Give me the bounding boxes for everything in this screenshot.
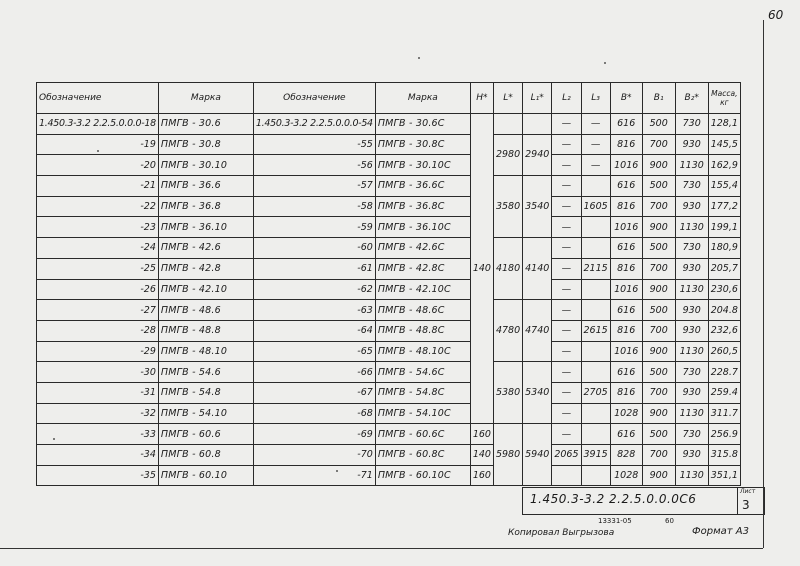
row-code-1: -32 bbox=[37, 403, 159, 424]
row-b1: 500 bbox=[642, 362, 675, 383]
row-mark-2: ПМГВ - 54.10С bbox=[375, 403, 470, 424]
row-mark-1: ПМГВ - 30.8 bbox=[158, 134, 253, 155]
row-mark-1: ПМГВ - 36.10 bbox=[158, 217, 253, 238]
row-b: 816 bbox=[610, 320, 642, 341]
row-l3: 2115 bbox=[581, 258, 610, 279]
row-mass: 351,1 bbox=[708, 465, 740, 486]
row-b: 616 bbox=[610, 424, 642, 445]
row-code-2: -66 bbox=[253, 362, 375, 383]
row-l3: — bbox=[581, 155, 610, 176]
l-cell-empty bbox=[493, 114, 522, 135]
row-l2: — bbox=[552, 403, 581, 424]
scan-speck bbox=[604, 62, 606, 64]
row-code-1: -26 bbox=[37, 279, 159, 300]
header-h: H* bbox=[470, 83, 493, 114]
inventory-stamp: 13331-05 bbox=[598, 517, 632, 525]
row-l2: — bbox=[552, 300, 581, 321]
h-cell: 160 bbox=[470, 465, 493, 486]
row-mark-2: ПМГВ - 60.8С bbox=[375, 445, 470, 466]
row-code-2: -61 bbox=[253, 258, 375, 279]
row-mark-1: ПМГВ - 54.10 bbox=[158, 403, 253, 424]
row-mark-2: ПМГВ - 42.8С bbox=[375, 258, 470, 279]
l1-cell: 5340 bbox=[523, 362, 552, 424]
row-b: 816 bbox=[610, 382, 642, 403]
row-code-2: -59 bbox=[253, 217, 375, 238]
header-l1: L₁* bbox=[523, 83, 552, 114]
row-mass: 256.9 bbox=[708, 424, 740, 445]
row-l3: 1605 bbox=[581, 196, 610, 217]
scan-speck bbox=[336, 470, 338, 472]
header-b: B* bbox=[610, 83, 642, 114]
scan-speck bbox=[97, 150, 99, 152]
row-mark-2: ПМГВ - 48.6С bbox=[375, 300, 470, 321]
row-code-1: -27 bbox=[37, 300, 159, 321]
row-mark-1: ПМГВ - 30.6 bbox=[158, 114, 253, 135]
row-b1: 900 bbox=[642, 279, 675, 300]
row-mass: 205,7 bbox=[708, 258, 740, 279]
table-row bbox=[37, 403, 741, 424]
row-l3 bbox=[581, 362, 610, 383]
row-b1: 700 bbox=[642, 258, 675, 279]
row-code-1: -24 bbox=[37, 238, 159, 259]
l1-cell: 4140 bbox=[523, 238, 552, 300]
l1-cell: 5940 bbox=[523, 424, 552, 486]
table-row bbox=[37, 155, 741, 176]
corner-page-number: 60 bbox=[768, 8, 784, 22]
row-code-2: -64 bbox=[253, 320, 375, 341]
row-mass: 260,5 bbox=[708, 341, 740, 362]
row-b: 1016 bbox=[610, 155, 642, 176]
row-code-2: -56 bbox=[253, 155, 375, 176]
row-b1: 700 bbox=[642, 320, 675, 341]
row-mass: 311.7 bbox=[708, 403, 740, 424]
row-mark-1: ПМГВ - 54.6 bbox=[158, 362, 253, 383]
row-l3 bbox=[581, 176, 610, 197]
row-b2: 930 bbox=[675, 320, 708, 341]
table-row bbox=[37, 465, 741, 486]
row-b: 816 bbox=[610, 196, 642, 217]
row-mass: 180,9 bbox=[708, 238, 740, 259]
row-mass: 177,2 bbox=[708, 196, 740, 217]
row-l3 bbox=[581, 279, 610, 300]
row-code-2: -60 bbox=[253, 238, 375, 259]
row-mark-2: ПМГВ - 60.10С bbox=[375, 465, 470, 486]
row-b1: 700 bbox=[642, 382, 675, 403]
row-mark-2: ПМГВ - 42.6С bbox=[375, 238, 470, 259]
l-cell: 5980 bbox=[493, 424, 522, 486]
row-code-2: -67 bbox=[253, 382, 375, 403]
row-l2: — bbox=[552, 196, 581, 217]
row-l2: — bbox=[552, 155, 581, 176]
row-mark-1: ПМГВ - 48.8 bbox=[158, 320, 253, 341]
row-mass: 230,6 bbox=[708, 279, 740, 300]
table-row bbox=[37, 424, 741, 445]
row-code-1: -19 bbox=[37, 134, 159, 155]
h-cell: 160 bbox=[470, 424, 493, 445]
row-b2: 1130 bbox=[675, 279, 708, 300]
header-l: L* bbox=[493, 83, 522, 114]
row-mass: 232,6 bbox=[708, 320, 740, 341]
row-b: 616 bbox=[610, 114, 642, 135]
row-l2: — bbox=[552, 279, 581, 300]
row-l2: — bbox=[552, 217, 581, 238]
row-l2: — bbox=[552, 238, 581, 259]
row-b1: 500 bbox=[642, 176, 675, 197]
row-l2 bbox=[552, 465, 581, 486]
row-b2: 730 bbox=[675, 114, 708, 135]
row-mass: 259.4 bbox=[708, 382, 740, 403]
row-mark-2: ПМГВ - 30.6С bbox=[375, 114, 470, 135]
row-b2: 730 bbox=[675, 362, 708, 383]
row-b: 616 bbox=[610, 300, 642, 321]
row-b1: 900 bbox=[642, 217, 675, 238]
row-b: 1028 bbox=[610, 465, 642, 486]
row-b1: 900 bbox=[642, 403, 675, 424]
row-code-1: -35 bbox=[37, 465, 159, 486]
l-cell: 3580 bbox=[493, 176, 522, 238]
row-l2: — bbox=[552, 382, 581, 403]
row-mass: 199,1 bbox=[708, 217, 740, 238]
row-code-1: -30 bbox=[37, 362, 159, 383]
row-mark-2: ПМГВ - 36.6С bbox=[375, 176, 470, 197]
row-b1: 900 bbox=[642, 155, 675, 176]
header-b2: B₂* bbox=[675, 83, 708, 114]
row-mark-2: ПМГВ - 54.6С bbox=[375, 362, 470, 383]
header-mark-2: Марка bbox=[375, 83, 470, 114]
row-code-1: -22 bbox=[37, 196, 159, 217]
row-b1: 700 bbox=[642, 196, 675, 217]
l-cell: 4180 bbox=[493, 238, 522, 300]
row-l3 bbox=[581, 403, 610, 424]
row-b2: 1130 bbox=[675, 155, 708, 176]
table-row bbox=[37, 362, 741, 383]
inventory-stamp-2: 60 bbox=[665, 517, 674, 525]
table-row bbox=[37, 445, 741, 466]
row-l2: — bbox=[552, 176, 581, 197]
row-b: 616 bbox=[610, 362, 642, 383]
row-mark-1: ПМГВ - 30.10 bbox=[158, 155, 253, 176]
row-b2: 730 bbox=[675, 238, 708, 259]
row-l3: 2705 bbox=[581, 382, 610, 403]
row-l2: 2065 bbox=[552, 445, 581, 466]
row-mark-1: ПМГВ - 42.10 bbox=[158, 279, 253, 300]
row-mark-2: ПМГВ - 36.8С bbox=[375, 196, 470, 217]
row-b2: 930 bbox=[675, 258, 708, 279]
row-code-1: -23 bbox=[37, 217, 159, 238]
row-code-2: -70 bbox=[253, 445, 375, 466]
row-l3: 2615 bbox=[581, 320, 610, 341]
header-l2: L₂ bbox=[552, 83, 581, 114]
header-b1: B₁ bbox=[642, 83, 675, 114]
right-frame-line bbox=[763, 20, 764, 548]
row-mass: 204.8 bbox=[708, 300, 740, 321]
row-mass: 162,9 bbox=[708, 155, 740, 176]
row-b: 816 bbox=[610, 134, 642, 155]
scan-speck bbox=[418, 57, 420, 59]
h-cell: 140 bbox=[470, 445, 493, 466]
row-mass: 128,1 bbox=[708, 114, 740, 135]
row-code-1: -34 bbox=[37, 445, 159, 466]
row-l3 bbox=[581, 465, 610, 486]
row-mark-1: ПМГВ - 48.10 bbox=[158, 341, 253, 362]
row-mark-1: ПМГВ - 48.6 bbox=[158, 300, 253, 321]
row-b: 616 bbox=[610, 176, 642, 197]
row-b2: 730 bbox=[675, 176, 708, 197]
row-mark-1: ПМГВ - 42.6 bbox=[158, 238, 253, 259]
row-code-2: -57 bbox=[253, 176, 375, 197]
bottom-frame-line bbox=[0, 548, 763, 549]
row-b1: 500 bbox=[642, 300, 675, 321]
row-l3 bbox=[581, 300, 610, 321]
row-l3: — bbox=[581, 134, 610, 155]
table-row bbox=[37, 320, 741, 341]
row-code-2: -63 bbox=[253, 300, 375, 321]
l-cell: 5380 bbox=[493, 362, 522, 424]
row-b2: 730 bbox=[675, 424, 708, 445]
document-code: 1.450.3-3.2 2.2.5.0.0.0С6 bbox=[530, 492, 697, 506]
table-header-row bbox=[37, 83, 741, 114]
row-l3: — bbox=[581, 114, 610, 135]
row-mark-1: ПМГВ - 60.10 bbox=[158, 465, 253, 486]
l1-cell-empty bbox=[523, 114, 552, 135]
row-mass: 155,4 bbox=[708, 176, 740, 197]
row-b: 1028 bbox=[610, 403, 642, 424]
specification-table bbox=[36, 82, 741, 486]
l1-cell: 3540 bbox=[523, 176, 552, 238]
row-mark-1: ПМГВ - 42.8 bbox=[158, 258, 253, 279]
row-mark-2: ПМГВ - 30.10С bbox=[375, 155, 470, 176]
row-l2: — bbox=[552, 424, 581, 445]
row-b2: 930 bbox=[675, 196, 708, 217]
l-cell: 4780 bbox=[493, 300, 522, 362]
row-l2: — bbox=[552, 258, 581, 279]
l-cell: 2980 bbox=[493, 134, 522, 175]
sheet-label: Лист bbox=[740, 488, 756, 495]
row-b: 1016 bbox=[610, 341, 642, 362]
l1-cell: 2940 bbox=[523, 134, 552, 175]
table-row bbox=[37, 238, 741, 259]
table-row bbox=[37, 279, 741, 300]
row-l3 bbox=[581, 341, 610, 362]
row-code-2: -69 bbox=[253, 424, 375, 445]
row-l2: — bbox=[552, 341, 581, 362]
row-l3 bbox=[581, 424, 610, 445]
row-b2: 930 bbox=[675, 134, 708, 155]
row-code-1: -29 bbox=[37, 341, 159, 362]
scan-speck bbox=[53, 438, 55, 440]
row-b: 816 bbox=[610, 258, 642, 279]
header-code-1: Обозначение bbox=[37, 83, 159, 114]
table-row bbox=[37, 176, 741, 197]
row-l3 bbox=[581, 217, 610, 238]
row-b2: 930 bbox=[675, 445, 708, 466]
row-b1: 700 bbox=[642, 134, 675, 155]
row-code-1: -28 bbox=[37, 320, 159, 341]
row-b: 616 bbox=[610, 238, 642, 259]
table-row bbox=[37, 258, 741, 279]
paper-format: Формат А3 bbox=[692, 526, 749, 537]
header-mark-1: Марка bbox=[158, 83, 253, 114]
row-code-2: -55 bbox=[253, 134, 375, 155]
table-row bbox=[37, 382, 741, 403]
row-b: 828 bbox=[610, 445, 642, 466]
row-code-2: -71 bbox=[253, 465, 375, 486]
table-row bbox=[37, 196, 741, 217]
row-b2: 1130 bbox=[675, 403, 708, 424]
row-code-2: 1.450.3-3.2 2.2.5.0.0.0-54 bbox=[253, 114, 375, 135]
row-code-1: -33 bbox=[37, 424, 159, 445]
header-mass: Масса, кг bbox=[708, 83, 740, 114]
row-code-2: -65 bbox=[253, 341, 375, 362]
row-mark-2: ПМГВ - 48.10С bbox=[375, 341, 470, 362]
row-b: 1016 bbox=[610, 279, 642, 300]
row-mass: 145,5 bbox=[708, 134, 740, 155]
row-b: 1016 bbox=[610, 217, 642, 238]
row-mark-1: ПМГВ - 54.8 bbox=[158, 382, 253, 403]
table-row bbox=[37, 134, 741, 155]
row-mark-2: ПМГВ - 48.8С bbox=[375, 320, 470, 341]
row-code-2: -68 bbox=[253, 403, 375, 424]
row-code-2: -62 bbox=[253, 279, 375, 300]
row-b2: 1130 bbox=[675, 341, 708, 362]
row-b2: 1130 bbox=[675, 217, 708, 238]
copied-by: Копировал Выгрызова bbox=[508, 528, 615, 538]
row-l2: — bbox=[552, 320, 581, 341]
row-b1: 900 bbox=[642, 341, 675, 362]
header-code-2: Обозначение bbox=[253, 83, 375, 114]
row-code-2: -58 bbox=[253, 196, 375, 217]
table-row bbox=[37, 341, 741, 362]
row-mark-2: ПМГВ - 30.8С bbox=[375, 134, 470, 155]
row-b1: 700 bbox=[642, 445, 675, 466]
row-mass: 228.7 bbox=[708, 362, 740, 383]
row-b1: 500 bbox=[642, 424, 675, 445]
l1-cell: 4740 bbox=[523, 300, 552, 362]
row-mark-1: ПМГВ - 36.8 bbox=[158, 196, 253, 217]
table-row bbox=[37, 217, 741, 238]
row-mark-2: ПМГВ - 60.6С bbox=[375, 424, 470, 445]
row-b1: 500 bbox=[642, 238, 675, 259]
table-row bbox=[37, 114, 741, 135]
row-l2: — bbox=[552, 134, 581, 155]
row-b1: 500 bbox=[642, 114, 675, 135]
h-cell-main: 140 bbox=[470, 114, 493, 424]
row-l2: — bbox=[552, 114, 581, 135]
row-code-1: -31 bbox=[37, 382, 159, 403]
row-mass: 315.8 bbox=[708, 445, 740, 466]
row-b1: 900 bbox=[642, 465, 675, 486]
row-mark-2: ПМГВ - 54.8С bbox=[375, 382, 470, 403]
row-b2: 1130 bbox=[675, 465, 708, 486]
row-b2: 930 bbox=[675, 300, 708, 321]
row-mark-1: ПМГВ - 36.6 bbox=[158, 176, 253, 197]
header-l3: L₃ bbox=[581, 83, 610, 114]
row-code-1: -20 bbox=[37, 155, 159, 176]
row-l2: — bbox=[552, 362, 581, 383]
row-mark-2: ПМГВ - 42.10С bbox=[375, 279, 470, 300]
sheet-number: 3 bbox=[742, 498, 750, 512]
row-mark-1: ПМГВ - 60.8 bbox=[158, 445, 253, 466]
row-code-1: -21 bbox=[37, 176, 159, 197]
row-code-1: -25 bbox=[37, 258, 159, 279]
row-mark-1: ПМГВ - 60.6 bbox=[158, 424, 253, 445]
row-mark-2: ПМГВ - 36.10С bbox=[375, 217, 470, 238]
row-code-1: 1.450.3-3.2 2.2.5.0.0.0-18 bbox=[37, 114, 159, 135]
row-b2: 930 bbox=[675, 382, 708, 403]
row-l3: 3915 bbox=[581, 445, 610, 466]
table-row bbox=[37, 300, 741, 321]
row-l3 bbox=[581, 238, 610, 259]
